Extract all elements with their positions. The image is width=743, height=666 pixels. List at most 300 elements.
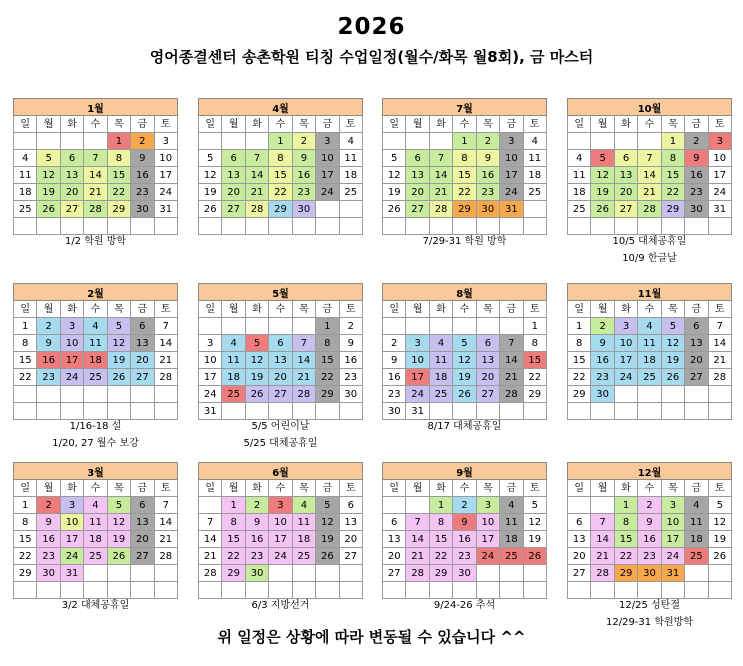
day-cell <box>708 403 731 420</box>
day-cell <box>292 565 315 582</box>
day-cell: 2 <box>453 497 476 514</box>
weekday-header: 일 <box>383 116 406 133</box>
week-row <box>199 167 363 184</box>
day-cell: 22 <box>453 184 476 201</box>
day-cell: 16 <box>339 352 362 369</box>
weekday-header: 목 <box>661 301 684 318</box>
day-cell: 7 <box>591 514 614 531</box>
weekday-header: 일 <box>14 480 37 497</box>
day-cell: 11 <box>523 150 546 167</box>
day-cell <box>591 133 614 150</box>
day-cell: 22 <box>14 369 37 386</box>
day-cell <box>523 582 546 599</box>
day-cell <box>107 403 130 420</box>
day-cell: 1 <box>269 133 292 150</box>
day-cell: 24 <box>316 184 339 201</box>
day-cell <box>269 318 292 335</box>
month-note: 7/29-31 학원 방학 <box>422 236 507 247</box>
day-cell: 21 <box>429 184 452 201</box>
weekday-header: 월 <box>222 116 245 133</box>
day-cell: 18 <box>292 531 315 548</box>
day-cell: 2 <box>339 318 362 335</box>
day-cell: 4 <box>568 150 591 167</box>
day-cell <box>37 218 60 235</box>
day-cell: 18 <box>523 167 546 184</box>
weekday-header: 화 <box>614 301 637 318</box>
day-cell: 11 <box>500 514 523 531</box>
day-cell: 28 <box>292 386 315 403</box>
day-cell: 21 <box>154 531 177 548</box>
day-cell <box>500 582 523 599</box>
day-cell: 10 <box>154 150 177 167</box>
week-row <box>14 548 178 565</box>
day-cell <box>37 582 60 599</box>
day-cell <box>453 403 476 420</box>
day-cell: 24 <box>708 184 731 201</box>
week-row <box>568 167 732 184</box>
day-cell <box>661 218 684 235</box>
weekday-header: 목 <box>107 480 130 497</box>
day-cell: 18 <box>339 167 362 184</box>
day-cell: 11 <box>84 335 107 352</box>
day-cell: 10 <box>500 150 523 167</box>
day-cell: 21 <box>84 184 107 201</box>
day-cell: 18 <box>500 531 523 548</box>
day-cell: 27 <box>568 565 591 582</box>
day-cell: 11 <box>685 514 708 531</box>
weekday-header: 일 <box>568 116 591 133</box>
day-cell: 11 <box>339 150 362 167</box>
day-cell <box>429 582 452 599</box>
day-cell <box>14 218 37 235</box>
week-row <box>383 369 547 386</box>
day-cell <box>245 133 268 150</box>
weekday-header: 화 <box>60 480 83 497</box>
week-row <box>568 335 732 352</box>
day-cell: 31 <box>708 201 731 218</box>
day-cell: 10 <box>60 514 83 531</box>
day-cell: 6 <box>476 335 499 352</box>
day-cell: 10 <box>476 514 499 531</box>
day-cell: 15 <box>661 167 684 184</box>
day-cell <box>614 582 637 599</box>
day-cell: 21 <box>406 548 429 565</box>
day-cell: 7 <box>406 514 429 531</box>
day-cell: 18 <box>568 184 591 201</box>
day-cell: 13 <box>60 167 83 184</box>
day-cell: 3 <box>500 133 523 150</box>
day-cell: 25 <box>84 548 107 565</box>
month-note: 5/25 대체공휴일 <box>243 438 318 449</box>
day-cell: 1 <box>107 133 130 150</box>
day-cell: 5 <box>316 497 339 514</box>
day-cell: 11 <box>429 352 452 369</box>
week-row <box>383 335 547 352</box>
month-title: 6월 <box>199 463 363 480</box>
day-cell: 17 <box>476 531 499 548</box>
day-cell: 3 <box>476 497 499 514</box>
week-row <box>568 386 732 403</box>
day-cell: 14 <box>154 514 177 531</box>
day-cell: 8 <box>222 514 245 531</box>
day-cell <box>316 582 339 599</box>
weekday-header: 토 <box>154 480 177 497</box>
day-cell <box>500 565 523 582</box>
weekday-header: 수 <box>453 480 476 497</box>
weekday-header: 일 <box>199 116 222 133</box>
day-cell: 4 <box>84 497 107 514</box>
day-cell: 1 <box>429 497 452 514</box>
day-cell: 6 <box>568 514 591 531</box>
day-cell <box>591 218 614 235</box>
day-cell <box>523 218 546 235</box>
day-cell: 10 <box>406 352 429 369</box>
day-cell: 21 <box>708 352 731 369</box>
day-cell: 2 <box>685 133 708 150</box>
day-cell: 20 <box>131 352 154 369</box>
day-cell: 1 <box>661 133 684 150</box>
day-cell: 9 <box>131 150 154 167</box>
day-cell: 6 <box>685 318 708 335</box>
week-row <box>199 386 363 403</box>
day-cell: 23 <box>685 184 708 201</box>
day-cell: 21 <box>199 548 222 565</box>
day-cell: 28 <box>591 565 614 582</box>
month-calendar <box>382 462 547 599</box>
month-note: 1/20, 27 월수 보강 <box>52 438 139 449</box>
weekday-header: 일 <box>199 480 222 497</box>
weekday-header: 토 <box>339 116 362 133</box>
day-cell <box>154 386 177 403</box>
day-cell: 9 <box>37 514 60 531</box>
weekday-header: 목 <box>107 301 130 318</box>
day-cell: 21 <box>638 184 661 201</box>
day-cell: 23 <box>476 184 499 201</box>
day-cell: 5 <box>661 318 684 335</box>
day-cell: 29 <box>107 201 130 218</box>
day-cell: 21 <box>245 184 268 201</box>
day-cell: 26 <box>453 386 476 403</box>
week-row <box>14 565 178 582</box>
day-cell: 9 <box>339 335 362 352</box>
day-cell: 1 <box>614 497 637 514</box>
day-cell: 20 <box>406 184 429 201</box>
week-row <box>383 386 547 403</box>
day-cell: 5 <box>453 335 476 352</box>
day-cell: 22 <box>429 548 452 565</box>
day-cell <box>568 403 591 420</box>
day-cell: 3 <box>154 133 177 150</box>
day-cell <box>614 133 637 150</box>
month-table <box>198 283 363 420</box>
weekday-header: 수 <box>453 301 476 318</box>
day-cell: 5 <box>199 150 222 167</box>
weekday-header: 수 <box>84 116 107 133</box>
day-cell: 23 <box>453 548 476 565</box>
day-cell: 16 <box>453 531 476 548</box>
page-year-title: 2026 <box>337 14 406 40</box>
month-table <box>13 462 178 599</box>
day-cell: 27 <box>131 369 154 386</box>
day-cell: 24 <box>500 184 523 201</box>
weekday-header: 수 <box>638 301 661 318</box>
day-cell: 26 <box>199 201 222 218</box>
month-note: 6/3 지방선거 <box>251 600 310 611</box>
day-cell <box>269 565 292 582</box>
day-cell: 25 <box>568 201 591 218</box>
day-cell: 13 <box>131 514 154 531</box>
week-row <box>199 531 363 548</box>
day-cell <box>154 403 177 420</box>
day-cell <box>292 582 315 599</box>
day-cell: 22 <box>614 548 637 565</box>
day-cell: 9 <box>37 335 60 352</box>
month-calendar <box>567 98 732 235</box>
day-cell <box>37 386 60 403</box>
month-table <box>382 98 547 235</box>
weekday-header: 수 <box>638 480 661 497</box>
day-cell: 4 <box>685 497 708 514</box>
day-cell <box>339 565 362 582</box>
day-cell: 15 <box>568 352 591 369</box>
week-row <box>14 531 178 548</box>
day-cell <box>84 386 107 403</box>
day-cell: 29 <box>269 201 292 218</box>
day-cell: 21 <box>591 548 614 565</box>
day-cell <box>292 403 315 420</box>
day-cell <box>685 582 708 599</box>
day-cell <box>568 582 591 599</box>
month-table <box>382 462 547 599</box>
day-cell: 5 <box>523 497 546 514</box>
weekday-header: 일 <box>568 301 591 318</box>
day-cell <box>476 565 499 582</box>
day-cell: 10 <box>316 150 339 167</box>
day-cell: 19 <box>523 531 546 548</box>
weekday-header: 토 <box>154 301 177 318</box>
weekday-header: 월 <box>406 480 429 497</box>
week-row <box>199 565 363 582</box>
day-cell: 16 <box>37 352 60 369</box>
weekday-header: 월 <box>222 301 245 318</box>
day-cell: 29 <box>222 565 245 582</box>
day-cell: 6 <box>131 497 154 514</box>
week-row <box>14 497 178 514</box>
day-cell <box>316 565 339 582</box>
day-cell: 19 <box>708 531 731 548</box>
week-row <box>199 218 363 235</box>
day-cell: 11 <box>292 514 315 531</box>
day-cell: 6 <box>614 150 637 167</box>
month-calendar <box>13 462 178 599</box>
day-cell: 31 <box>199 403 222 420</box>
day-cell <box>131 582 154 599</box>
month-table <box>13 283 178 420</box>
day-cell: 19 <box>107 352 130 369</box>
day-cell: 15 <box>269 167 292 184</box>
day-cell: 20 <box>222 184 245 201</box>
day-cell: 7 <box>245 150 268 167</box>
day-cell: 4 <box>523 133 546 150</box>
day-cell: 10 <box>661 514 684 531</box>
month-title: 3월 <box>14 463 178 480</box>
day-cell <box>199 133 222 150</box>
day-cell: 12 <box>107 514 130 531</box>
weekday-header: 월 <box>591 116 614 133</box>
month-table <box>567 98 732 235</box>
month-notes <box>13 418 178 452</box>
day-cell: 9 <box>453 514 476 531</box>
day-cell <box>199 582 222 599</box>
day-cell: 7 <box>638 150 661 167</box>
month-notes <box>13 233 178 250</box>
day-cell: 2 <box>37 318 60 335</box>
day-cell: 13 <box>568 531 591 548</box>
day-cell: 4 <box>339 133 362 150</box>
day-cell: 27 <box>339 548 362 565</box>
day-cell: 17 <box>60 352 83 369</box>
month-table <box>382 283 547 420</box>
day-cell: 29 <box>614 565 637 582</box>
month-title: 5월 <box>199 284 363 301</box>
day-cell <box>14 386 37 403</box>
week-row <box>14 150 178 167</box>
day-cell: 30 <box>131 201 154 218</box>
day-cell: 6 <box>222 150 245 167</box>
day-cell <box>568 218 591 235</box>
day-cell: 3 <box>614 318 637 335</box>
month-notes <box>382 418 547 435</box>
day-cell: 26 <box>37 201 60 218</box>
day-cell: 19 <box>383 184 406 201</box>
day-cell: 15 <box>453 167 476 184</box>
day-cell <box>60 386 83 403</box>
day-cell <box>708 218 731 235</box>
weekday-header: 금 <box>685 480 708 497</box>
month-title: 4월 <box>199 99 363 116</box>
day-cell: 15 <box>14 352 37 369</box>
day-cell: 25 <box>685 548 708 565</box>
day-cell <box>406 318 429 335</box>
day-cell: 5 <box>383 150 406 167</box>
day-cell: 20 <box>339 531 362 548</box>
day-cell <box>638 133 661 150</box>
day-cell: 23 <box>638 548 661 565</box>
month-calendar <box>382 283 547 420</box>
day-cell: 25 <box>523 184 546 201</box>
month-calendar <box>567 283 732 420</box>
day-cell: 23 <box>339 369 362 386</box>
week-row <box>199 201 363 218</box>
day-cell: 19 <box>661 352 684 369</box>
day-cell: 20 <box>614 184 637 201</box>
weekday-header: 토 <box>154 116 177 133</box>
week-row <box>568 369 732 386</box>
day-cell <box>638 582 661 599</box>
day-cell: 12 <box>316 514 339 531</box>
day-cell <box>476 218 499 235</box>
day-cell: 20 <box>383 548 406 565</box>
day-cell: 25 <box>14 201 37 218</box>
weekday-header: 월 <box>406 116 429 133</box>
day-cell: 29 <box>429 565 452 582</box>
day-cell: 30 <box>292 201 315 218</box>
day-cell: 22 <box>222 548 245 565</box>
day-cell: 2 <box>292 133 315 150</box>
week-row <box>568 201 732 218</box>
day-cell: 28 <box>708 369 731 386</box>
day-cell <box>383 133 406 150</box>
day-cell <box>708 582 731 599</box>
week-row <box>14 184 178 201</box>
day-cell: 8 <box>316 335 339 352</box>
page-subtitle: 영어종결센터 송촌학원 티칭 수업일정(월수/화목 월8회), 금 마스터 <box>149 48 594 66</box>
day-cell: 6 <box>406 150 429 167</box>
weekday-header: 수 <box>84 301 107 318</box>
day-cell: 14 <box>708 335 731 352</box>
day-cell: 26 <box>591 201 614 218</box>
day-cell: 3 <box>708 133 731 150</box>
day-cell: 29 <box>453 201 476 218</box>
week-row <box>383 582 547 599</box>
day-cell: 8 <box>614 514 637 531</box>
day-cell: 25 <box>292 548 315 565</box>
day-cell: 27 <box>614 201 637 218</box>
day-cell <box>107 565 130 582</box>
day-cell: 1 <box>14 318 37 335</box>
month-notes <box>382 233 547 250</box>
weekday-header: 목 <box>292 116 315 133</box>
weekday-header: 금 <box>316 116 339 133</box>
day-cell: 20 <box>131 531 154 548</box>
day-cell <box>453 218 476 235</box>
day-cell: 19 <box>591 184 614 201</box>
weekday-header: 월 <box>591 301 614 318</box>
weekday-header: 목 <box>292 301 315 318</box>
week-row <box>568 184 732 201</box>
day-cell: 20 <box>476 369 499 386</box>
week-row <box>199 133 363 150</box>
day-cell <box>292 218 315 235</box>
day-cell: 8 <box>568 335 591 352</box>
day-cell <box>245 403 268 420</box>
day-cell: 12 <box>37 167 60 184</box>
day-cell: 4 <box>292 497 315 514</box>
day-cell: 26 <box>316 548 339 565</box>
week-row <box>568 218 732 235</box>
day-cell: 31 <box>154 201 177 218</box>
day-cell: 28 <box>429 201 452 218</box>
day-cell: 21 <box>154 352 177 369</box>
day-cell: 24 <box>269 548 292 565</box>
month-title: 7월 <box>383 99 547 116</box>
day-cell <box>222 582 245 599</box>
day-cell <box>661 403 684 420</box>
day-cell: 30 <box>638 565 661 582</box>
weekday-header: 화 <box>60 116 83 133</box>
week-row <box>199 497 363 514</box>
day-cell <box>708 565 731 582</box>
day-cell: 1 <box>14 497 37 514</box>
day-cell: 16 <box>245 531 268 548</box>
day-cell <box>339 218 362 235</box>
week-row <box>568 133 732 150</box>
month-note: 5/5 어린이날 <box>251 421 310 432</box>
weekday-header: 목 <box>476 480 499 497</box>
day-cell <box>199 218 222 235</box>
week-row <box>568 565 732 582</box>
weekday-header: 토 <box>523 116 546 133</box>
